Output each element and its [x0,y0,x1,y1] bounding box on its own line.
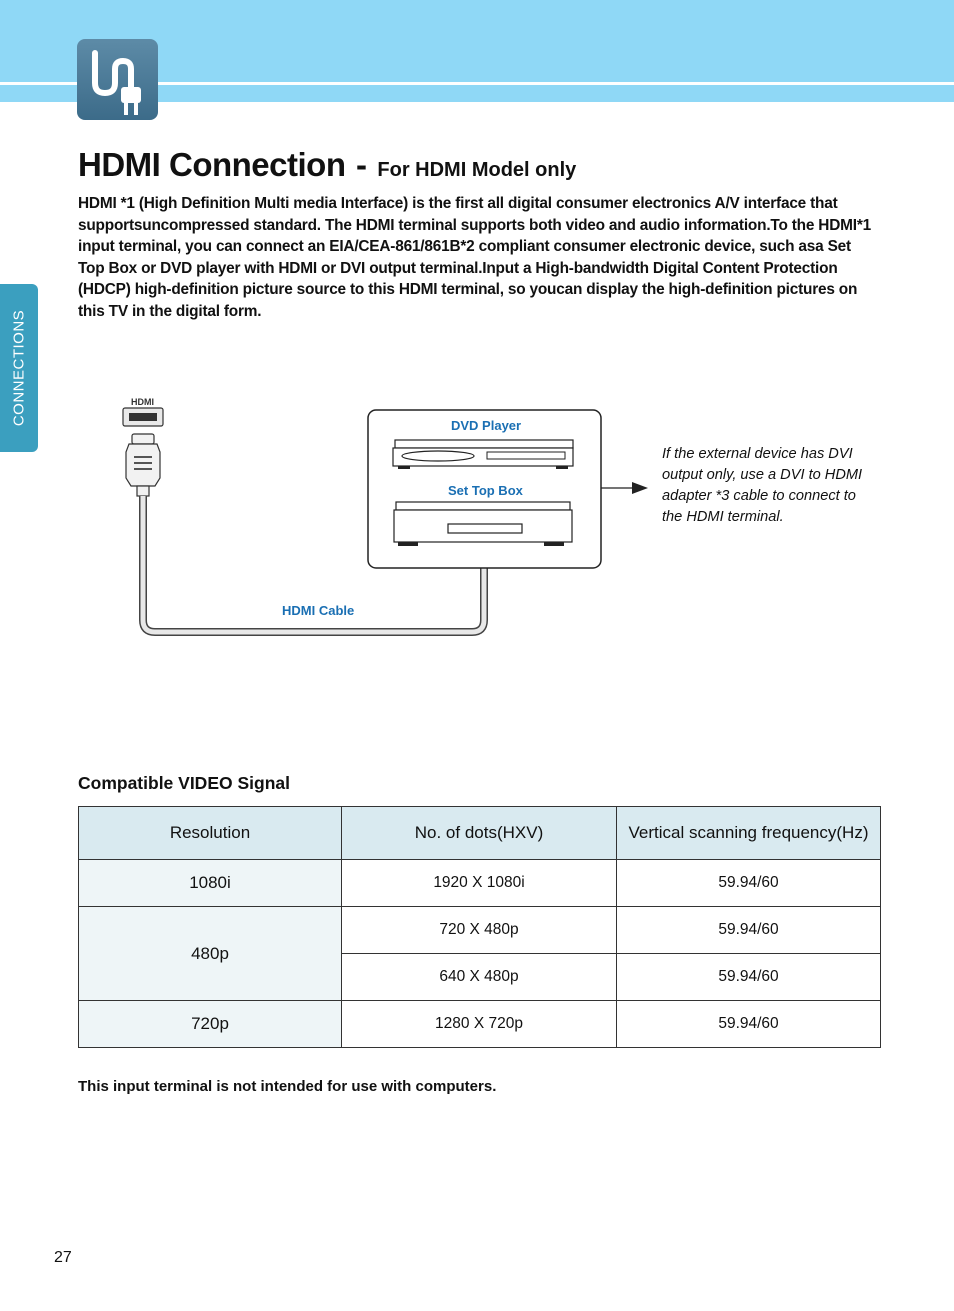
cell-dots: 1920 X 1080i [342,860,617,907]
footnote: This input terminal is not intended for use with computers. [78,1078,497,1095]
title-dash: - [355,146,367,183]
hdmi-port-label: HDMI [131,397,154,407]
hdmi-port-icon [123,408,163,426]
hdmi-plug-icon [126,434,160,496]
page-number: 27 [54,1249,72,1266]
dvd-player-label: DVD Player [451,418,522,433]
cell-resolution: 720p [79,1001,342,1048]
table-header-row [79,807,881,860]
dvi-note: If the external device has DVI output only, use a DVI to HDMI adapter *3 cable to connect to the HDMI terminal. [662,446,863,525]
arrow-right-icon [601,482,648,494]
intro-paragraph: HDMI *1 (High Definition Multi media Interface) is the first all digital consumer electronics A/V interface that supportsuncompressed standard. The HDMI terminal supports both video and audio information.To the HDMI*1 input terminal, you can connect an EIA/CEA-861/861B*2 compliant consumer electronic device, such asa Set Top Box or DVD player with HDMI or DVI output terminal.Input a High-bandwidth Digital Content Protection (HDCP) high-definition picture source to this HDMI terminal, so youcan display the high-definition pictures on this TV in the digital form. [78,195,871,320]
table-row [79,1001,881,1048]
title-main: HDMI Connection [78,146,346,183]
hdmi-cable-label: HDMI Cable [282,603,355,618]
signal-table [78,806,881,1048]
set-top-box-icon [394,502,572,546]
col-header-dots: No. of dots(HXV) [342,807,617,860]
cell-resolution: 480p [79,907,342,1001]
col-header-frequency: Vertical scanning frequency(Hz) [617,807,881,860]
cell-frequency: 59.94/60 [617,1001,881,1048]
set-top-box-label: Set Top Box [448,483,523,498]
side-tab-label: CONNECTIONS [10,309,28,427]
cell-dots: 640 X 480p [342,954,617,1001]
cell-frequency: 59.94/60 [617,860,881,907]
cell-frequency: 59.94/60 [617,954,881,1001]
cell-resolution: 1080i [79,860,342,907]
section-title: Compatible VIDEO Signal [78,773,290,793]
table-row [79,907,881,954]
table-row [79,860,881,907]
col-header-resolution: Resolution [79,807,342,860]
cell-frequency: 59.94/60 [617,907,881,954]
cell-dots: 720 X 480p [342,907,617,954]
title-subtitle: For HDMI Model only [377,159,577,181]
cell-dots: 1280 X 720p [342,1001,617,1048]
dvd-player-icon [393,440,573,469]
